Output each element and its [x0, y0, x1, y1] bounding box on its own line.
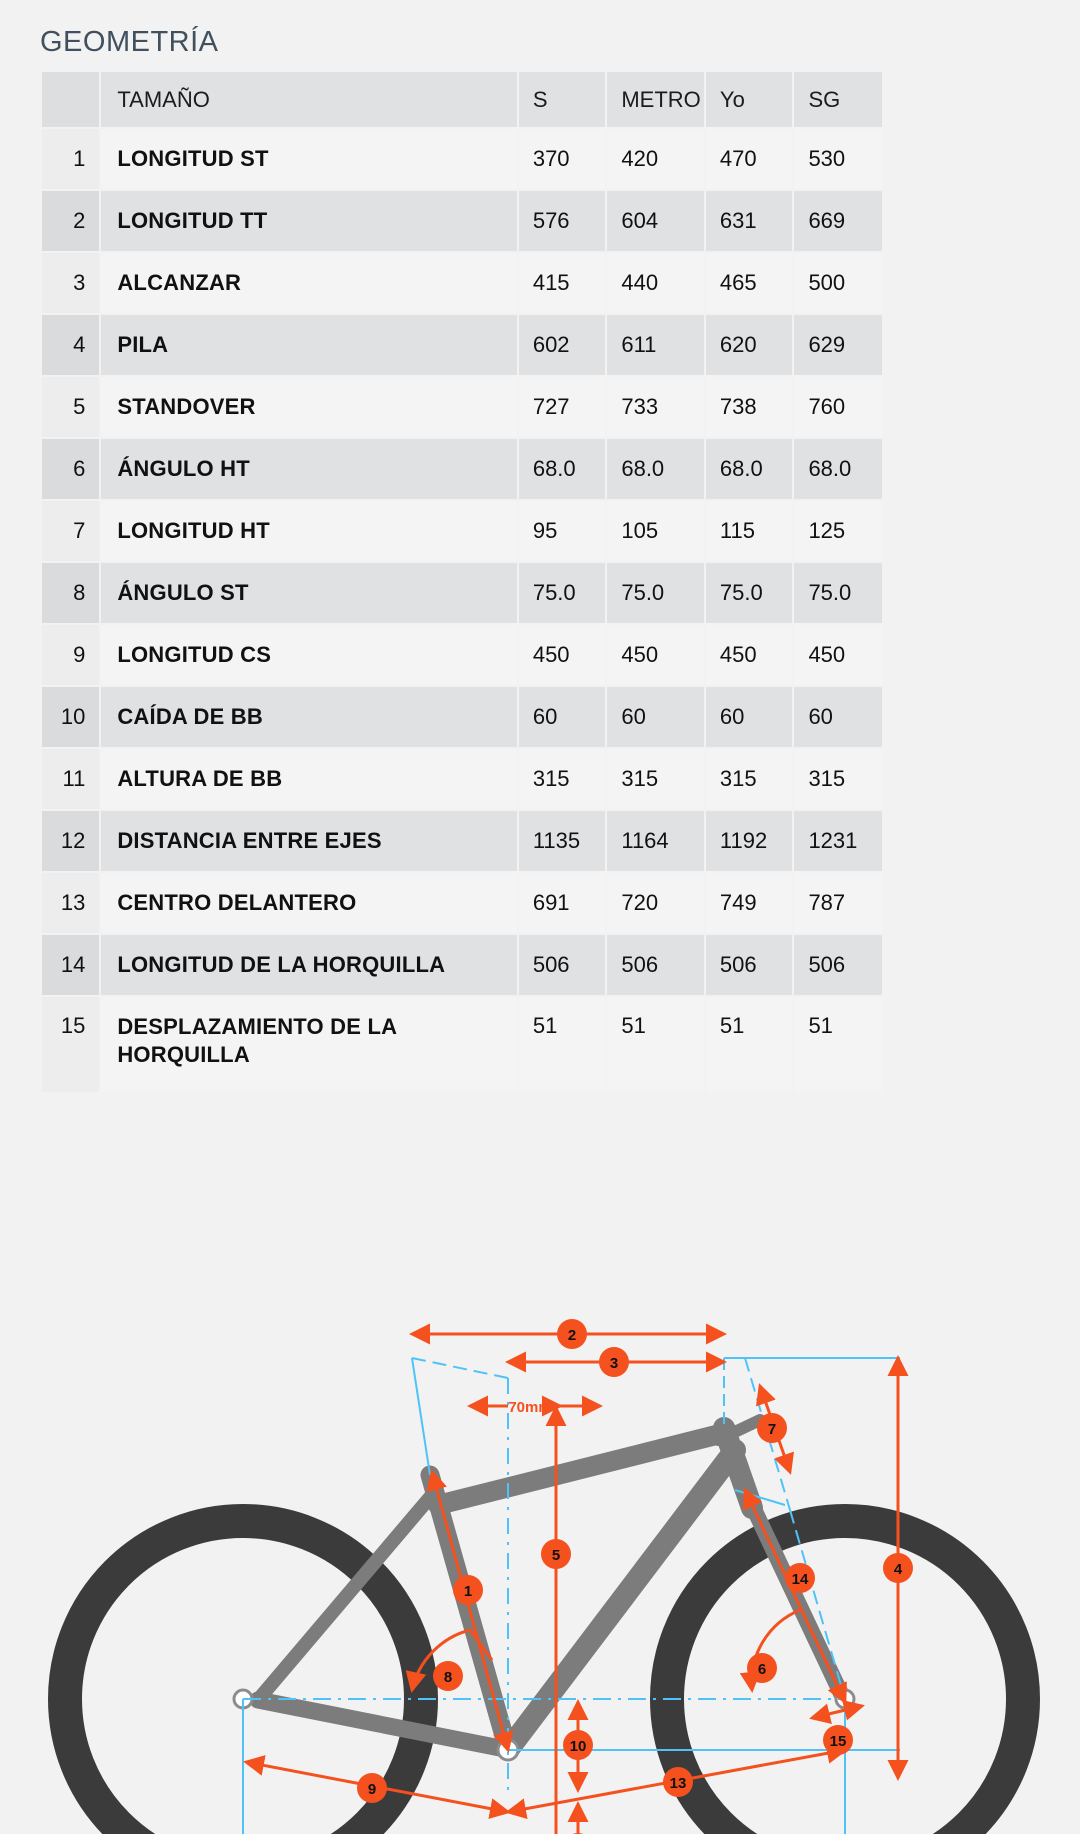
callout-9	[357, 1773, 387, 1803]
row-index: 15	[42, 996, 100, 1092]
row-label: CAÍDA DE BB	[100, 686, 517, 748]
row-value-s: 450	[518, 624, 607, 686]
row-index: 12	[42, 810, 100, 872]
row-value-sg: 669	[793, 190, 882, 252]
svg-text:8: 8	[443, 1669, 453, 1686]
offset-label: 70mm	[508, 1399, 552, 1416]
row-value-sg: 125	[793, 500, 882, 562]
row-value-yo: 631	[705, 190, 794, 252]
row-value-yo: 506	[705, 934, 794, 996]
row-label: DISTANCIA ENTRE EJES	[100, 810, 517, 872]
row-index: 5	[42, 376, 100, 438]
svg-text:6: 6	[757, 1661, 767, 1678]
column-header-size: TAMAÑO	[100, 72, 517, 128]
row-label: LONGITUD ST	[100, 128, 517, 190]
column-header-s: S	[518, 72, 607, 128]
row-value-metro: 68.0	[606, 438, 705, 500]
table-row	[42, 996, 882, 1092]
table-row	[42, 686, 882, 748]
row-value-metro: 506	[606, 934, 705, 996]
table-row	[42, 252, 882, 314]
row-label: ÁNGULO HT	[100, 438, 517, 500]
row-index: 4	[42, 314, 100, 376]
row-index: 2	[42, 190, 100, 252]
row-value-yo: 68.0	[705, 438, 794, 500]
row-label: ÁNGULO ST	[100, 562, 517, 624]
row-label: LONGITUD HT	[100, 500, 517, 562]
callout-2	[557, 1319, 587, 1349]
row-value-yo: 620	[705, 314, 794, 376]
row-value-metro: 733	[606, 376, 705, 438]
table-row	[42, 810, 882, 872]
row-label: PILA	[100, 314, 517, 376]
row-value-sg: 760	[793, 376, 882, 438]
row-value-metro: 1164	[606, 810, 705, 872]
row-value-yo: 470	[705, 128, 794, 190]
callout-13	[663, 1767, 693, 1797]
row-value-s: 576	[518, 190, 607, 252]
row-index: 7	[42, 500, 100, 562]
table-body	[42, 128, 882, 1092]
table-row	[42, 314, 882, 376]
row-value-yo: 60	[705, 686, 794, 748]
row-value-yo: 465	[705, 252, 794, 314]
callout-7	[757, 1413, 787, 1443]
table-row	[42, 438, 882, 500]
table-header	[42, 72, 882, 128]
svg-text:5: 5	[551, 1547, 561, 1564]
svg-text:1: 1	[463, 1583, 473, 1600]
row-value-metro: 75.0	[606, 562, 705, 624]
row-value-sg: 51	[793, 996, 882, 1092]
geometry-table	[42, 72, 882, 1092]
row-label: CENTRO DELANTERO	[100, 872, 517, 934]
row-value-sg: 68.0	[793, 438, 882, 500]
row-index: 14	[42, 934, 100, 996]
svg-text:4: 4	[893, 1561, 903, 1578]
callout-3	[599, 1347, 629, 1377]
table-row	[42, 500, 882, 562]
table-row	[42, 128, 882, 190]
svg-text:10: 10	[569, 1738, 587, 1755]
row-value-sg: 450	[793, 624, 882, 686]
row-value-s: 415	[518, 252, 607, 314]
row-value-yo: 75.0	[705, 562, 794, 624]
row-value-s: 51	[518, 996, 607, 1092]
row-value-yo: 51	[705, 996, 794, 1092]
row-value-s: 95	[518, 500, 607, 562]
row-index: 11	[42, 748, 100, 810]
table-header-row	[42, 72, 882, 128]
row-label: LONGITUD CS	[100, 624, 517, 686]
row-value-sg: 787	[793, 872, 882, 934]
row-index: 6	[42, 438, 100, 500]
row-label: LONGITUD DE LA HORQUILLA	[100, 934, 517, 996]
row-value-sg: 506	[793, 934, 882, 996]
row-value-sg: 315	[793, 748, 882, 810]
row-value-s: 1135	[518, 810, 607, 872]
callout-6	[747, 1653, 777, 1683]
column-header-sg: SG	[793, 72, 882, 128]
row-value-s: 370	[518, 128, 607, 190]
row-label: ALTURA DE BB	[100, 748, 517, 810]
row-value-sg: 60	[793, 686, 882, 748]
row-value-metro: 105	[606, 500, 705, 562]
row-value-metro: 315	[606, 748, 705, 810]
svg-text:14: 14	[791, 1571, 809, 1588]
row-value-yo: 749	[705, 872, 794, 934]
table-row	[42, 934, 882, 996]
row-value-sg: 500	[793, 252, 882, 314]
row-label: DESPLAZAMIENTO DE LA HORQUILLA	[100, 996, 517, 1092]
row-value-metro: 604	[606, 190, 705, 252]
row-label: LONGITUD TT	[100, 190, 517, 252]
table-row	[42, 748, 882, 810]
table-row	[42, 190, 882, 252]
svg-text:9: 9	[367, 1781, 377, 1798]
row-value-yo: 738	[705, 376, 794, 438]
row-value-sg: 75.0	[793, 562, 882, 624]
page-title: GEOMETRÍA	[40, 26, 219, 58]
callout-14	[785, 1563, 815, 1593]
row-value-s: 60	[518, 686, 607, 748]
svg-text:3: 3	[609, 1355, 619, 1372]
row-index: 9	[42, 624, 100, 686]
row-value-yo: 450	[705, 624, 794, 686]
row-index: 10	[42, 686, 100, 748]
row-value-metro: 450	[606, 624, 705, 686]
row-index: 3	[42, 252, 100, 314]
row-value-metro: 720	[606, 872, 705, 934]
row-value-metro: 440	[606, 252, 705, 314]
table-row	[42, 562, 882, 624]
svg-text:15: 15	[829, 1733, 847, 1750]
row-value-yo: 115	[705, 500, 794, 562]
table-row	[42, 376, 882, 438]
row-value-sg: 1231	[793, 810, 882, 872]
svg-text:13: 13	[669, 1775, 687, 1792]
row-value-s: 602	[518, 314, 607, 376]
row-value-metro: 60	[606, 686, 705, 748]
callout-10	[563, 1730, 593, 1760]
table-row	[42, 624, 882, 686]
row-value-s: 506	[518, 934, 607, 996]
row-value-s: 727	[518, 376, 607, 438]
row-value-metro: 51	[606, 996, 705, 1092]
callout-1	[453, 1575, 483, 1605]
row-label: STANDOVER	[100, 376, 517, 438]
row-value-s: 75.0	[518, 562, 607, 624]
callout-15	[823, 1725, 853, 1755]
column-header-metro: METRO	[606, 72, 705, 128]
column-header-index	[42, 72, 100, 128]
row-value-s: 315	[518, 748, 607, 810]
row-value-sg: 530	[793, 128, 882, 190]
callout-4	[883, 1553, 913, 1583]
row-value-sg: 629	[793, 314, 882, 376]
row-value-metro: 420	[606, 128, 705, 190]
row-value-metro: 611	[606, 314, 705, 376]
row-value-yo: 315	[705, 748, 794, 810]
svg-text:7: 7	[767, 1421, 777, 1438]
row-index: 13	[42, 872, 100, 934]
bicycle-frame	[258, 1420, 845, 1750]
callout-8	[433, 1661, 463, 1691]
table-row	[42, 872, 882, 934]
svg-text:2: 2	[567, 1327, 577, 1344]
callout-5	[541, 1539, 571, 1569]
row-index: 1	[42, 128, 100, 190]
row-value-s: 691	[518, 872, 607, 934]
row-index: 8	[42, 562, 100, 624]
column-header-yo: Yo	[705, 72, 794, 128]
row-label: ALCANZAR	[100, 252, 517, 314]
row-value-s: 68.0	[518, 438, 607, 500]
bicycle-geometry-diagram	[0, 1090, 1080, 1834]
row-value-yo: 1192	[705, 810, 794, 872]
